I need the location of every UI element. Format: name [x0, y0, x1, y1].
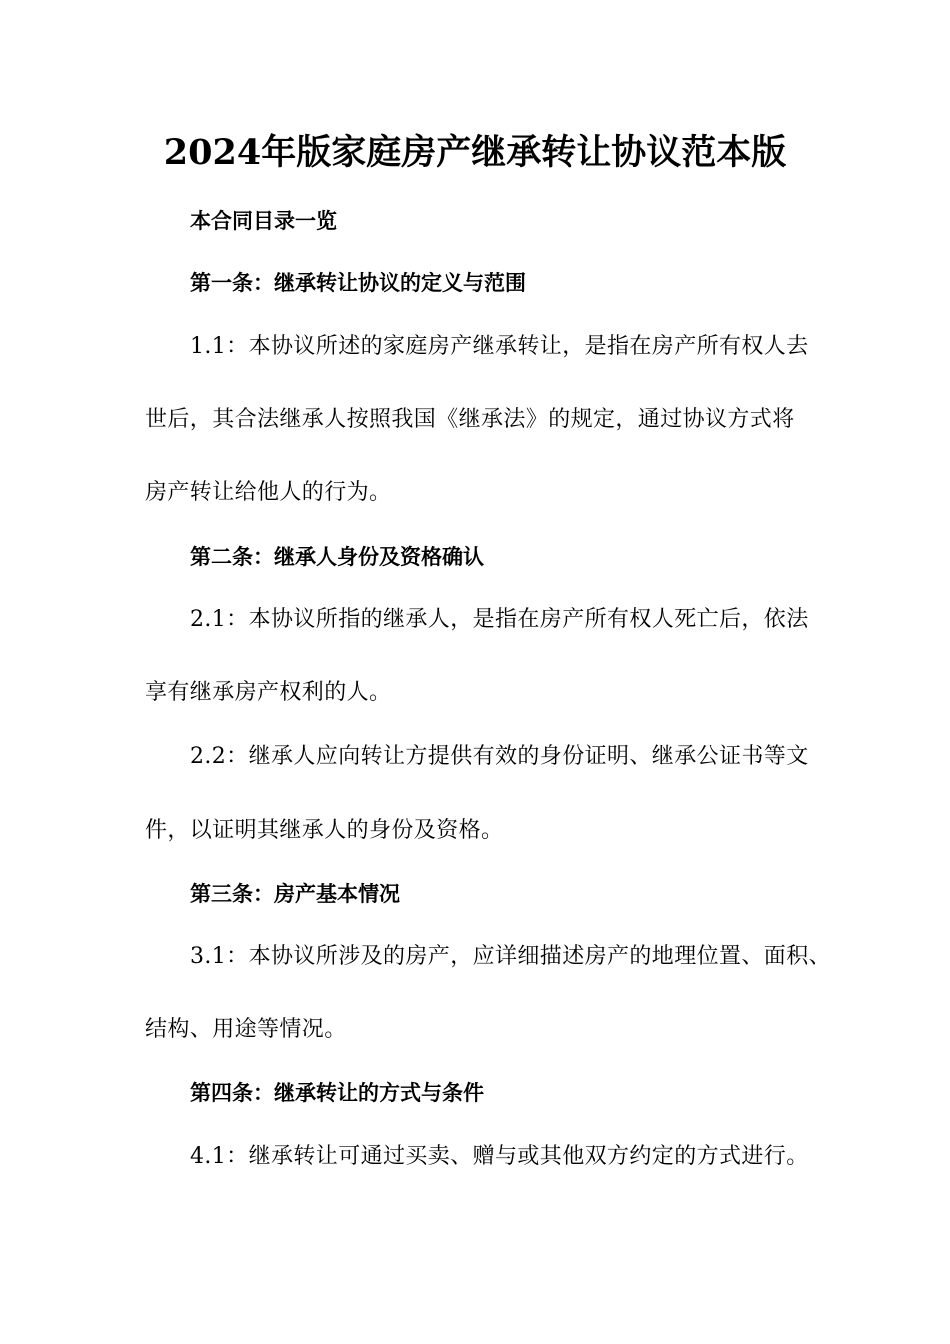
section-heading-3: 第三条：房产基本情况 [190, 881, 400, 906]
section-heading-4: 第四条：继承转让的方式与条件 [190, 1080, 484, 1105]
toc-heading: 本合同目录一览 [190, 208, 337, 233]
paragraph-1-1-line-2: 世后，其合法继承人按照我国《继承法》的规定，通过协议方式将 [145, 407, 795, 432]
paragraph-2-2-line-2: 件，以证明其继承人的身份及资格。 [145, 818, 504, 843]
section-heading-1: 第一条：继承转让协议的定义与范围 [190, 270, 526, 295]
section-heading-2: 第二条：继承人身份及资格确认 [190, 544, 484, 569]
paragraph-2-2-line-1: 2.2：继承人应向转让方提供有效的身份证明、继承公证书等文 [190, 744, 809, 769]
document-title: 2024年版家庭房产继承转让协议范本版 [163, 132, 787, 173]
paragraph-3-1-line-1: 3.1：本协议所涉及的房产，应详细描述房产的地理位置、面积、 [190, 944, 831, 969]
paragraph-3-1-line-2: 结构、用途等情况。 [145, 1017, 347, 1042]
paragraph-2-1-line-2: 享有继承房产权利的人。 [145, 680, 392, 705]
paragraph-2-1-line-1: 2.1：本协议所指的继承人，是指在房产所有权人死亡后，依法 [190, 607, 809, 632]
paragraph-1-1-line-1: 1.1：本协议所述的家庭房产继承转让，是指在房产所有权人去 [190, 334, 809, 359]
paragraph-4-1-line-1: 4.1：继承转让可通过买卖、赠与或其他双方约定的方式进行。 [190, 1144, 809, 1169]
paragraph-1-1-line-3: 房产转让给他人的行为。 [145, 480, 392, 505]
